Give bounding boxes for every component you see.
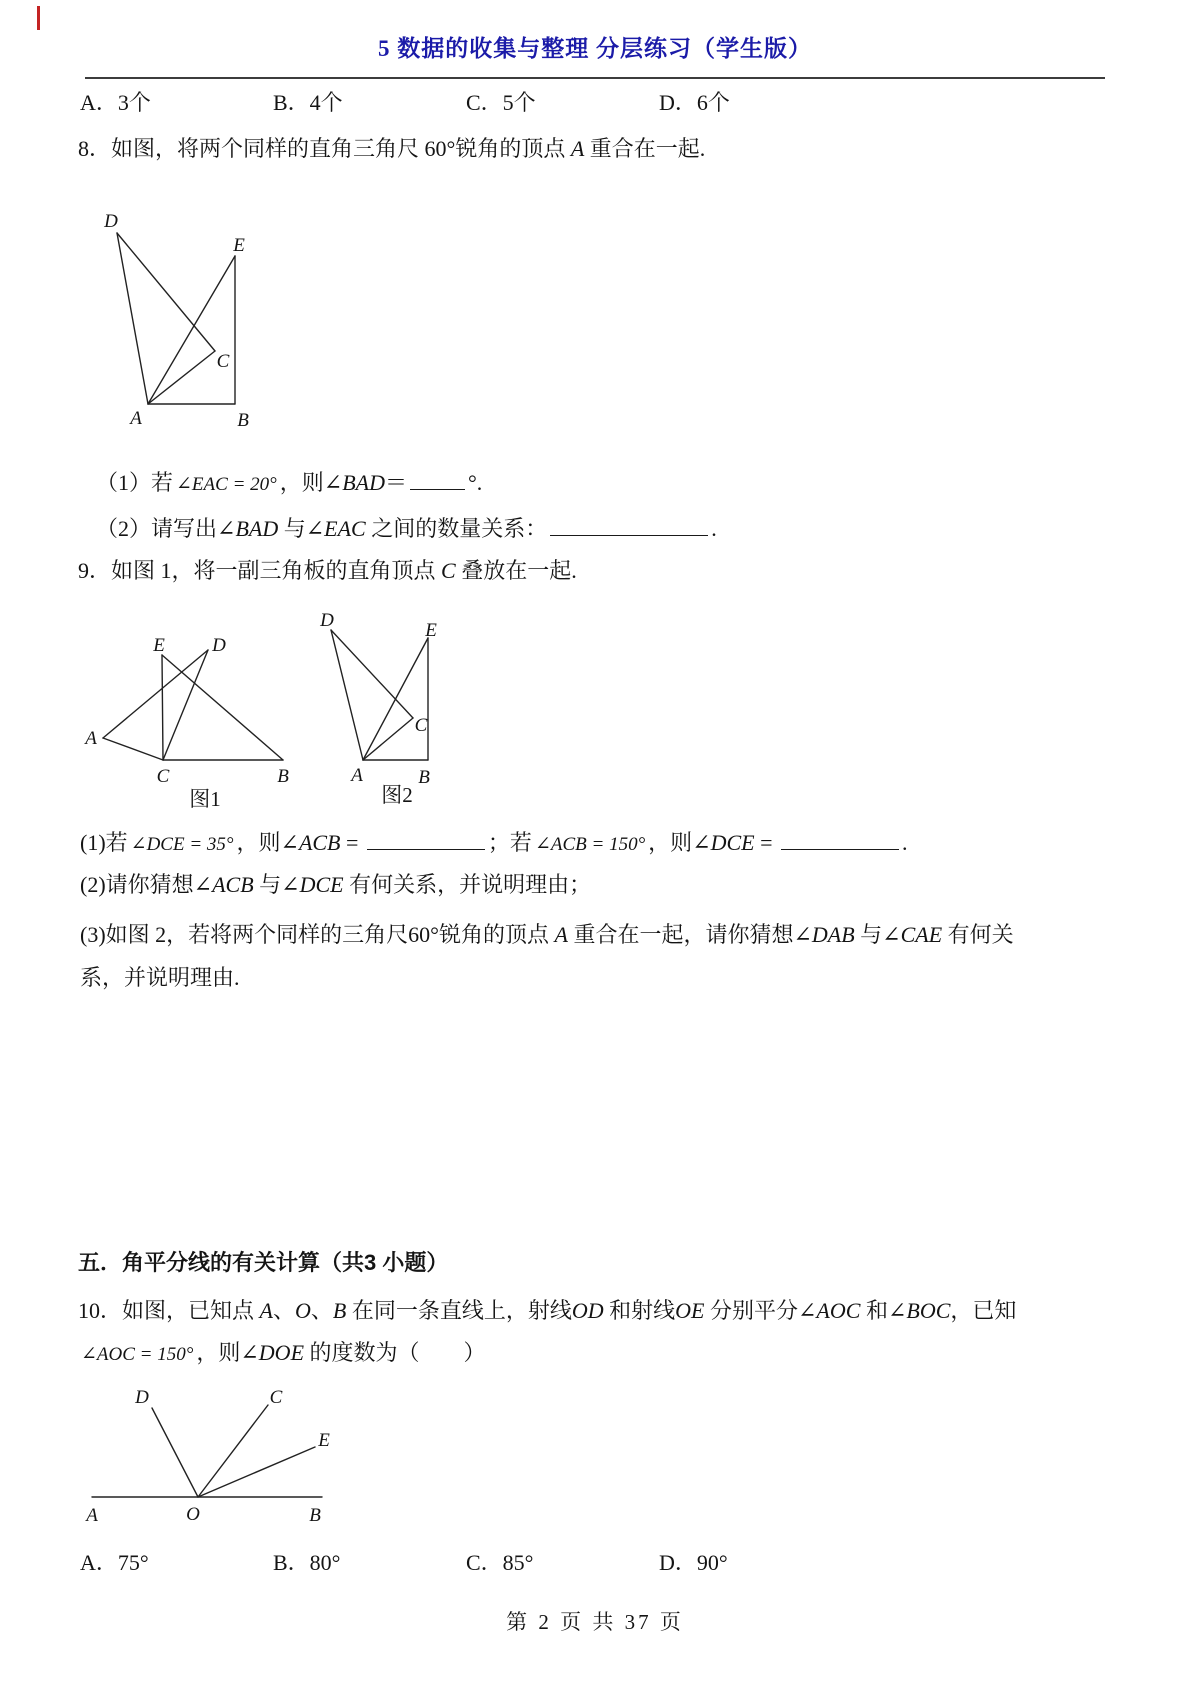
- text-segment: 10．如图，已知点: [78, 1298, 260, 1323]
- text-segment: 、: [310, 1298, 333, 1323]
- vertex-label-a: A: [85, 728, 97, 749]
- text-segment: 叠放在一起.: [455, 558, 577, 583]
- text-segment: 锐角的顶点: [455, 136, 571, 161]
- text-segment: ∠DCE: [281, 872, 344, 897]
- text-segment: ∠BAD: [323, 470, 385, 495]
- options-row-question-10: [80, 1546, 1110, 1576]
- answer-blank-underline: [410, 470, 465, 490]
- text-segment: ∠EAC = 20°: [176, 474, 277, 495]
- text-segment: 锐角的顶点: [438, 922, 555, 947]
- text-segment: ∠ACB: [193, 872, 254, 897]
- question-9-part-1: [80, 828, 908, 860]
- vertex-label-b: B: [237, 410, 249, 431]
- text-segment: .: [902, 830, 908, 855]
- text-segment: A: [570, 136, 585, 161]
- text-segment: 在同一条直线上，射线: [346, 1298, 572, 1323]
- red-margin-mark: [37, 6, 40, 30]
- text-segment: ∠DCE: [692, 830, 755, 855]
- question-8-part-1: [96, 468, 482, 500]
- question-10-line-2: [78, 1338, 486, 1370]
- text-segment: =: [340, 830, 364, 855]
- question-9-part-2: [80, 870, 591, 900]
- option-c: C．5个: [466, 90, 536, 115]
- question-8-part-2: [96, 514, 717, 544]
- text-segment: ，则: [236, 830, 281, 855]
- text-segment: (2)请你猜想: [80, 872, 194, 897]
- vertex-label-c: C: [414, 715, 428, 736]
- text-segment: ；若: [487, 830, 532, 855]
- text-segment: A: [554, 922, 568, 947]
- page-title: 5 数据的收集与整理 分层练习（学生版）: [378, 36, 812, 61]
- figure-question-10: [75, 1385, 340, 1525]
- vertex-label-a: A: [130, 408, 142, 429]
- text-segment: ∠DOE: [240, 1340, 305, 1365]
- text-segment: ∠CAE: [882, 922, 943, 947]
- text-segment: ，则: [196, 1340, 241, 1365]
- vertex-label-e: E: [153, 635, 165, 656]
- text-segment: =: [754, 830, 779, 855]
- vertex-label-d: D: [135, 1387, 149, 1408]
- text-segment: 与: [854, 922, 883, 947]
- text-segment: 60°: [408, 922, 439, 947]
- text-segment: ＝: [384, 470, 407, 495]
- text-segment: ∠DAB: [793, 922, 855, 947]
- vertex-label-b: B: [309, 1505, 321, 1525]
- text-segment: 分别平分: [704, 1298, 798, 1323]
- text-segment: 有何关: [942, 922, 1014, 947]
- vertex-label-a: A: [86, 1505, 98, 1525]
- figure-1: [75, 628, 310, 790]
- text-segment: 系，并说明理由.: [80, 965, 240, 990]
- options-row-previous-question: [80, 86, 1110, 116]
- figure-question-8: [85, 196, 275, 438]
- vertex-label-d: D: [212, 635, 226, 656]
- answer-blank-underline: [781, 830, 899, 850]
- text-segment: （2）请写出: [96, 516, 218, 541]
- text-segment: ，已知: [950, 1298, 1017, 1323]
- figure-q10-lines: [92, 1405, 322, 1497]
- option-c: C．85°: [466, 1550, 534, 1575]
- option-d: D．90°: [659, 1550, 728, 1575]
- text-segment: 60°: [424, 136, 456, 161]
- text-segment: (3)如图 2，若将两个同样的三角尺: [80, 922, 409, 947]
- figure-2: [298, 600, 473, 785]
- text-segment: （1）若: [96, 470, 174, 495]
- text-segment: OE: [675, 1298, 705, 1323]
- text-segment: 与: [253, 872, 282, 897]
- vertex-label-a: A: [351, 765, 363, 785]
- vertex-label-c: C: [269, 1387, 283, 1408]
- question-8-stem: [78, 134, 705, 164]
- vertex-label-e: E: [233, 235, 245, 256]
- figure-2-lines: [331, 630, 428, 760]
- figure-1-lines: [103, 650, 283, 760]
- vertex-label-e: E: [318, 1430, 330, 1451]
- option-a: A．75°: [80, 1550, 149, 1575]
- text-segment: ∠BAD: [217, 516, 279, 541]
- answer-blank-underline: [550, 516, 708, 536]
- text-segment: 重合在一起，请你猜想: [567, 922, 794, 947]
- text-segment: ∠DCE = 35°: [130, 834, 234, 855]
- section-5-heading: 五．角平分线的有关计算（共3 小题）: [78, 1250, 449, 1275]
- question-9-part-3-line-2: [80, 963, 240, 993]
- text-segment: 9．如图 1，将一副三角板的直角顶点: [78, 558, 442, 583]
- vertex-label-b: B: [277, 766, 289, 787]
- text-segment: ∠ACB = 150°: [534, 834, 646, 855]
- text-segment: ∠EAC: [305, 516, 366, 541]
- text-segment: 8．如图，将两个同样的直角三角尺: [78, 136, 425, 161]
- question-9-part-3-line-1: [80, 920, 1014, 950]
- text-segment: (1)若: [80, 830, 128, 855]
- text-segment: ∠AOC: [798, 1298, 861, 1323]
- text-segment: ∠BOC: [887, 1298, 951, 1323]
- text-segment: °.: [467, 470, 483, 495]
- vertex-label-d: D: [104, 211, 118, 232]
- vertex-label-c: C: [216, 351, 230, 372]
- option-d: D．6个: [659, 90, 730, 115]
- text-segment: 、: [272, 1298, 295, 1323]
- text-segment: A: [259, 1298, 273, 1323]
- text-segment: 的度数为（ ）: [304, 1340, 486, 1365]
- vertex-label-b: B: [418, 767, 430, 785]
- text-segment: OD: [571, 1298, 604, 1323]
- header-divider: [85, 77, 1105, 79]
- question-9-stem: [78, 556, 577, 586]
- page-number: 第 2 页 共 37 页: [506, 1610, 684, 1634]
- figure-q8-lines: [117, 233, 235, 404]
- text-segment: .: [711, 516, 717, 541]
- text-segment: ∠AOC = 150°: [81, 1344, 194, 1365]
- text-segment: C: [441, 558, 456, 583]
- text-segment: 重合在一起.: [584, 136, 706, 161]
- text-segment: ∠ACB: [280, 830, 341, 855]
- option-b: B．4个: [273, 90, 343, 115]
- vertex-label-c: C: [156, 766, 170, 787]
- answer-blank-underline: [367, 830, 485, 850]
- text-segment: 之间的数量关系：: [365, 516, 548, 541]
- text-segment: O: [294, 1298, 311, 1323]
- text-segment: 与: [278, 516, 306, 541]
- text-segment: ，则: [279, 470, 324, 495]
- figure-1-caption: 图1: [189, 787, 221, 811]
- text-segment: 和: [860, 1298, 888, 1323]
- vertex-label-e: E: [425, 620, 437, 641]
- option-b: B．80°: [273, 1550, 341, 1575]
- vertex-label-o: O: [186, 1504, 200, 1525]
- vertex-label-d: D: [320, 610, 334, 631]
- text-segment: 和射线: [603, 1298, 676, 1323]
- text-segment: 有何关系，并说明理由；: [343, 872, 592, 897]
- question-10-line-1: [78, 1296, 1016, 1326]
- figure-2-caption: 图2: [381, 783, 413, 807]
- text-segment: B: [332, 1298, 347, 1323]
- text-segment: ，则: [648, 830, 693, 855]
- option-a: A．3个: [80, 90, 151, 115]
